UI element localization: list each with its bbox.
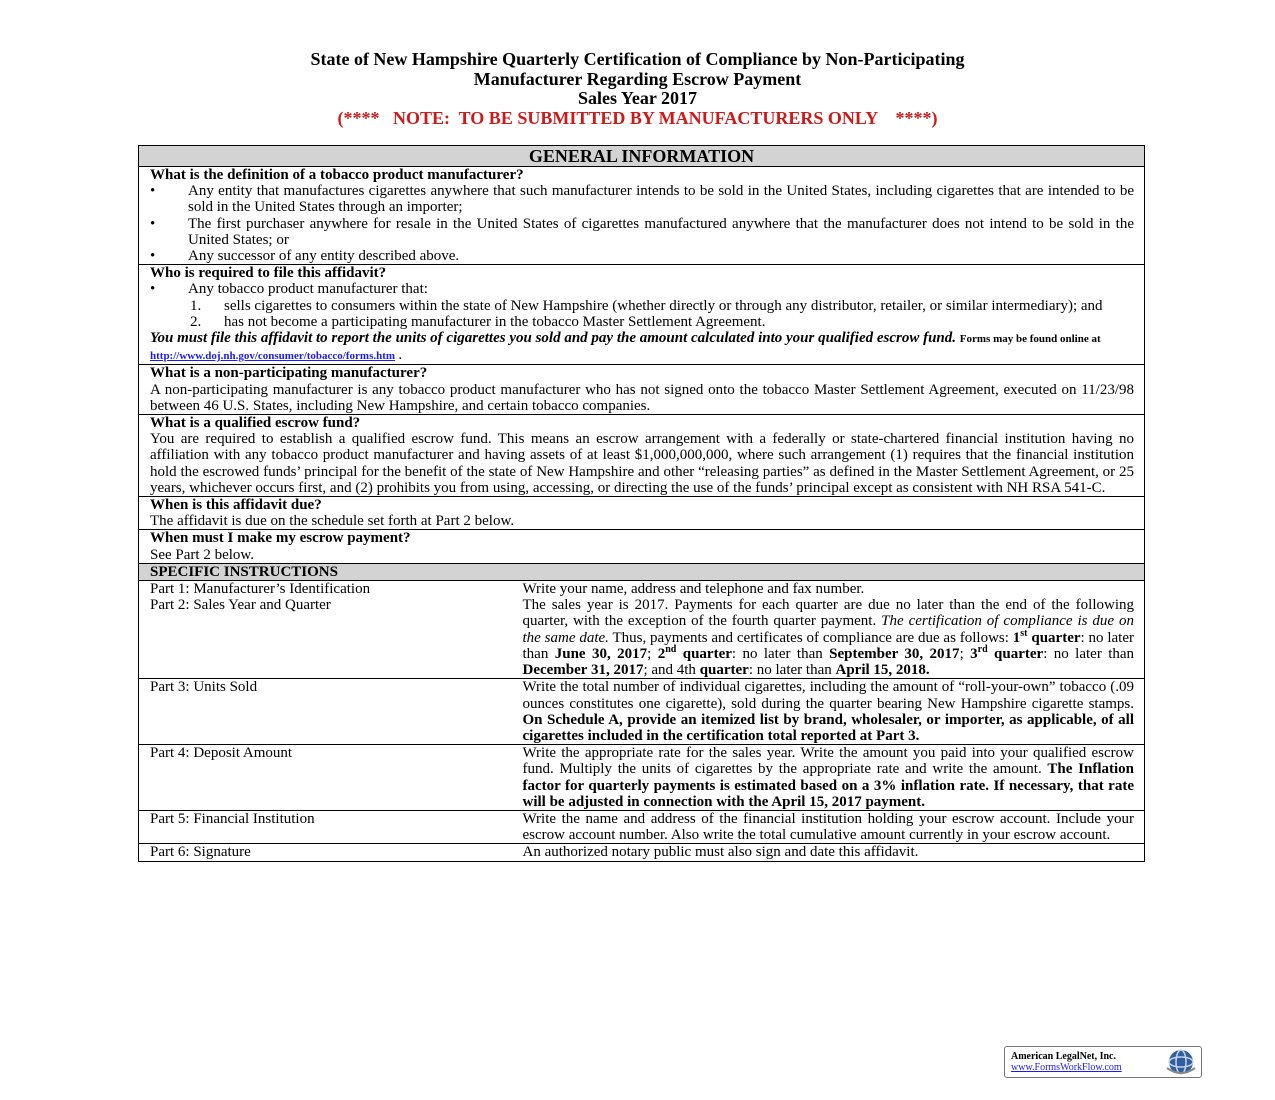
definition-section bbox=[139, 167, 1145, 265]
definition-bullets bbox=[150, 183, 1134, 264]
part1-label: Part 1: Manufacturer’s Identification bbox=[139, 581, 512, 598]
due-answer: The affidavit is due on the schedule set forth at Part 2 below. bbox=[150, 513, 515, 530]
must-file-statement: You must file this affidavit to report the units of cigarettes you sold and pay the amount calculated into your qualified escrow fund. Forms may be found online at http://www.doj.nh.gov/consumer/tobacco/forms.htm . bbox=[150, 330, 1101, 363]
part5-text: Write the name and address of the financial institution holding your escrow account. Include your escrow account number. Also write the total cumulative amount currently in your escrow account. bbox=[512, 810, 1145, 843]
who-files-section bbox=[139, 265, 1145, 365]
definition-bullet: • Any entity that manufactures cigarettes anywhere that such manufacturer intends to be sold in the United States, including cigarettes that are intended to be sold in the United States through an importer; bbox=[150, 183, 1134, 215]
part6-text: An authorized notary public must also sign and date this affidavit. bbox=[512, 844, 1145, 861]
forms-text: Forms may be found online at bbox=[959, 333, 1101, 346]
general-information-band: GENERAL INFORMATION bbox=[139, 146, 1145, 167]
forms-link[interactable]: http://www.doj.nh.gov/consumer/tobacco/forms.htm bbox=[150, 350, 396, 363]
list-item: 1. sells cigarettes to consumers within the state of New Hampshire (whether directly or through any distributor, retailer, or similar intermediary); and bbox=[190, 297, 1103, 314]
publisher-badge bbox=[1004, 1046, 1202, 1078]
part5-label: Part 5: Financial Institution bbox=[139, 810, 512, 843]
part2-label: Part 2: Sales Year and Quarter bbox=[139, 597, 512, 679]
table-row bbox=[139, 810, 1145, 843]
payment-section bbox=[139, 530, 1145, 563]
title-line-1: State of New Hampshire Quarterly Certification of Compliance by Non-Participating bbox=[310, 49, 965, 69]
table-row bbox=[139, 581, 1145, 598]
publisher-name: American LegalNet, Inc. bbox=[1011, 1051, 1116, 1062]
who-files-question: Who is required to file this affidavit? bbox=[150, 265, 387, 282]
due-question: When is this affidavit due? bbox=[150, 497, 322, 514]
payment-question: When must I make my escrow payment? bbox=[150, 530, 411, 547]
escrow-fund-answer: You are required to establish a qualified escrow fund. This means an escrow arrangement with a federally or state-chartered financial institution having no affiliation with any tobacco product manufacturer and having assets of at least $1,000,000,000, where such arrangement (1) requires that the financial institution hold the escrowed funds’ principal for the benefit of the state of New Hampshire and other “releasing parties” as defined in the Master Settlement Agreement, or 25 years, whichever occurs first, and (2) prohibits you from using, accessing, or directing the use of the funds’ principal except as consistent with NH RSA 541-C. bbox=[150, 431, 1134, 496]
table-row bbox=[139, 745, 1145, 811]
definition-bullet: • The first purchaser anywhere for resale in the United States of cigarettes manufactured anywhere that the manufacturer does not intend to be sold in the United States; or bbox=[150, 216, 1134, 248]
table-row bbox=[139, 844, 1145, 861]
npm-answer: A non-participating manufacturer is any tobacco product manufacturer who has not signed onto the tobacco Master Settlement Agreement, executed on 11/23/98 between 46 U.S. States, including New Hampshire, and certain tobacco companies. bbox=[150, 381, 1134, 414]
list-item: 2. has not become a participating manufacturer in the tobacco Master Settlement Agreement. bbox=[190, 313, 766, 330]
part6-label: Part 6: Signature bbox=[139, 844, 512, 861]
table-row bbox=[139, 679, 1145, 745]
npm-section bbox=[139, 365, 1145, 415]
title-line-2: Manufacturer Regarding Escrow Payment bbox=[473, 68, 802, 89]
table-row bbox=[139, 597, 1145, 679]
publisher-url[interactable]: www.FormsWorkFlow.com bbox=[1011, 1062, 1122, 1073]
submission-note: (**** NOTE: TO BE SUBMITTED BY MANUFACTURERS ONLY ****) bbox=[337, 107, 938, 128]
escrow-fund-section bbox=[139, 415, 1145, 497]
definition-question: What is the definition of a tobacco product manufacturer? bbox=[150, 167, 524, 183]
part2-text: The sales year is 2017. Payments for each quarter are due no later than the end of the following quarter, with the exception of the fourth quarter payment. The certification of compliance is due on the same date. Thus, payments and certificates of compliance are due as follows: 1st quarter: no later than June 30, 2017; 2nd quarter: no later than September 30, 2017; 3rd quarter: no later than December 31, 2017; and 4th quarter: no later than April 15, 2018. bbox=[512, 597, 1145, 679]
document-header bbox=[0, 50, 1275, 128]
payment-answer: See Part 2 below. bbox=[150, 546, 255, 563]
due-section bbox=[139, 497, 1145, 530]
who-files-bullet: • Any tobacco product manufacturer that: bbox=[150, 281, 1134, 297]
npm-question: What is a non-participating manufacturer? bbox=[150, 365, 428, 382]
part3-text: Write the total number of individual cigarettes, including the amount of “roll-your-own” tobacco (.09 ounces constitutes one cigarette), sold during the quarter bearing New Hampshire cigarette stamps. On Schedule A, provide an itemized list by brand, wholesaler, or importer, as applicable, of all cigarettes included in the certification total reported at Part 3. bbox=[512, 679, 1145, 745]
definition-bullet: • Any successor of any entity described above. bbox=[150, 248, 1134, 264]
title-line-3: Sales Year 2017 bbox=[578, 88, 697, 108]
escrow-fund-question: What is a qualified escrow fund? bbox=[150, 415, 361, 432]
globe-logo-icon bbox=[1164, 1048, 1198, 1076]
specific-instructions-band: SPECIFIC INSTRUCTIONS bbox=[139, 563, 1145, 580]
instructions-table bbox=[138, 145, 1145, 862]
part4-label: Part 4: Deposit Amount bbox=[139, 745, 512, 811]
part4-text: Write the appropriate rate for the sales year. Write the amount you paid into your qualified escrow fund. Multiply the units of cigarettes by the appropriate rate and write the amount. The Inflation factor for quarterly payments is estimated based on a 3% inflation rate. If necessary, that rate will be adjusted in connection with the April 15, 2017 payment. bbox=[512, 745, 1145, 811]
part1-text: Write your name, address and telephone and fax number. bbox=[512, 581, 1145, 598]
who-files-list bbox=[150, 298, 1134, 330]
part3-label: Part 3: Units Sold bbox=[139, 679, 512, 745]
